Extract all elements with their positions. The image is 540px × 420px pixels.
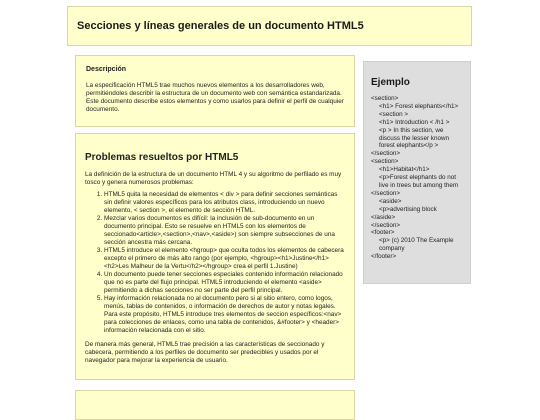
code-line: <p > In this section, we discuss the lesser known forest elephants</p > <box>379 126 449 150</box>
code-line: <p>advertising block <box>379 205 437 213</box>
example-code <box>371 95 463 261</box>
description-heading: Descripción <box>86 66 127 73</box>
problems-section <box>75 133 355 380</box>
code-line: <aside> <box>379 197 402 205</box>
code-line: </section> <box>371 221 401 229</box>
code-line: </aside> <box>371 213 396 221</box>
example-aside <box>363 61 471 284</box>
description-section <box>75 55 355 127</box>
page-header <box>67 6 472 46</box>
code-line: <p>Forest elephants do not live in trees but among them <box>379 174 459 189</box>
example-heading: Ejemplo <box>371 77 410 88</box>
code-line: <h1> Forest elephants</h1> <section > <box>379 102 459 118</box>
list-item: 3. HTML5 introduce el elemento <hgroup> que oculta todos los elementos de cabecera excepto el primero de más alto rango (por ejemplo, <hgroup><h1>Justine</h1><h2>Les Malheur de la Vertu</h2></hgroup> crea el perfil 1.Justine) <box>104 247 345 271</box>
problems-lead: La definición de la estructura de un documento HTML 4 y su algoritmo de perfilado es muy tosco y genera numerosos problemas: <box>85 171 342 186</box>
problems-heading: Problemas resueltos por HTML5 <box>85 152 239 163</box>
list-item: 5. Hay información relacionada no al documento pero si al sitio entero, como logos, menús, tablas de contenidos, o información de derechos de autor y notas legales. Para este propósito, HTML5 introduce tres elementos de seccion específicos:<nav> para colecciones de enlaces, como una tabla de contenidos, &#footer> y <header> información relacionada con el sitio. <box>104 295 345 335</box>
code-line: </section> <box>371 189 401 197</box>
problems-closing: De manera más general, HTML5 trae precisión a las características de seccionado y cabecera, permitiendo a los perfiles de documento ser predecibles y usados por el navegador para mejorar la experiencia de usuario. <box>85 341 325 364</box>
code-line: <p> (c) 2010 The Example company <box>379 237 454 253</box>
code-line: <section> <box>371 158 399 166</box>
code-line: <footer> <box>371 229 395 237</box>
list-item: 4. Un documento puede tener secciones especiales contenido información relacionado que no es parte del flujo principal. HTML5 introduciendo el elemento <aside> permitiendo a dichas secciones no ser parte del perfil principal. <box>104 271 345 295</box>
code-line: </footer> <box>371 253 397 261</box>
list-item: 1. HTML5 quita la necesidad de elementos < div > para definir secciones semánticas sin definir valores específicos para los atributos class, introduciendo un nuevo elemento, < section >, el elemento de sección HTML. <box>104 191 345 215</box>
description-text: La especificación HTML5 trae muchos nuevos elementos a los desarrolladores web, permitiéndoles describir la estructura de un documento web con semántica estandarizada. Este documento describe estos elementos y como usarlos para definir el perfil de cualquier documento. <box>86 82 344 113</box>
page-title: Secciones y líneas generales de un documento HTML5 <box>77 20 364 32</box>
next-section <box>75 390 355 420</box>
code-line: <h1> Introduction < /h1 > <box>379 118 450 126</box>
code-line: <h1>Habitat</h1> <box>379 166 430 174</box>
problems-list <box>85 191 345 335</box>
list-item: 2. Mezclar varios documentos es difícil: la inclusión de sub-documento en un documento principal. Esto se resuelve en HTML5 con los elementos de seccionado<article>,<section>,<nav>,<aside>) son siempre subsecciones de una sección ancestra más cercana. <box>104 215 345 247</box>
code-line: </section> <box>371 150 401 158</box>
code-line: <section> <box>371 95 399 102</box>
